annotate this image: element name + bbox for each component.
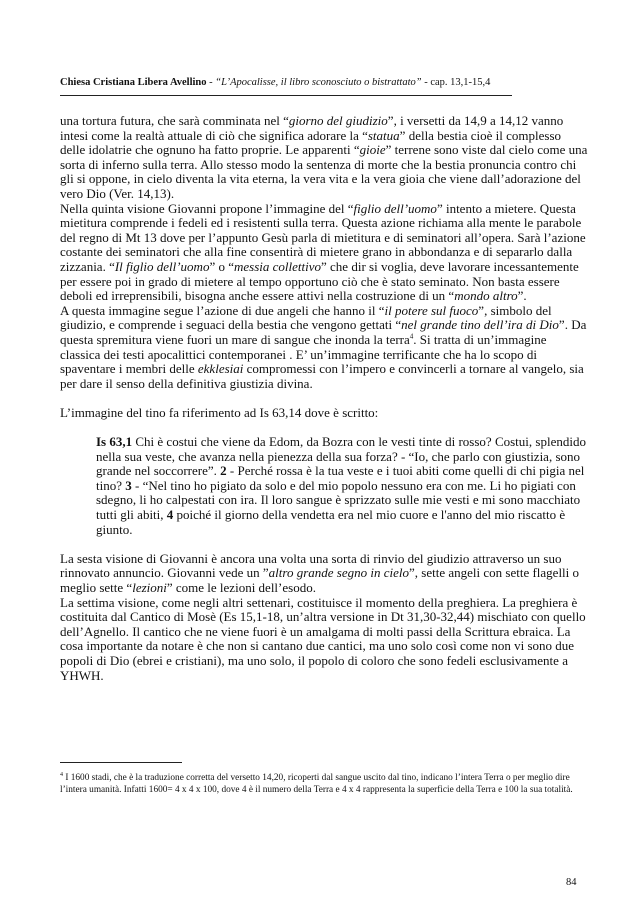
text: Nella quinta visione Giovanni propone l’immagine del “ (60, 200, 354, 216)
text: ” intento a mietere. Questa mietitura comprende i fedeli ed i resistenti sulla terra. Questa azione richiama alla mente le parabole del regno di Mt 13 dove per l’appunto Gesù parla di mietitura e di seminatori all’opera. Sarà l’azione costante dei seminatori che alla fine consentirà di mietere grano in abbondanza e di separarlo dalla zizzania. “ (60, 200, 586, 274)
text: A questa immagine segue l’azione di due angeli che hanno il “ (60, 302, 385, 318)
footnote (60, 772, 588, 797)
text: - Perché rossa è la tua veste e i tuoi abiti come quelli di chi pigia nel tino? (96, 463, 585, 493)
text: ” della bestia cioè il complesso delle idolatrie che ognuno ha fatto proprie. Le apparenti “ (60, 127, 562, 158)
header-rule (60, 95, 512, 96)
paragraph-2 (60, 202, 588, 304)
text: poiché il giorno della vendetta era nel mio cuore e l'anno del mio riscatto è giunto. (96, 507, 566, 537)
text: ” o “ (209, 258, 234, 274)
text: ” terrene sono viste dal cielo come una sorta di inferno sulla terra. Allo stesso modo la sentenza di morte che la bestia pronuncia contro chi gli si oppone, in cielo diventa la vita eterna, la vera vita e la vera gioia che viene dall’adorazione del vero Dio (Ver. 14,13). (60, 142, 588, 201)
verse-ref: 3 (125, 477, 132, 493)
emphasis: ekklesiai (197, 361, 244, 377)
footnote-number: 4 (60, 771, 63, 778)
text: ”, i versetti da 14,9 a 14,12 vanno intesi come la realtà attuale di ciò che significa adorare la “ (60, 113, 564, 143)
header-chapter: - cap. 13,1-15,4 (421, 77, 491, 88)
emphasis: il potere sul fuoco (384, 302, 479, 318)
text: ”. Da questa spremitura viene fuori un mare di sangue che inonda la terra (60, 317, 587, 347)
emphasis: altro grande segno in cielo (268, 565, 410, 581)
emphasis: Il figlio dell’uomo (114, 258, 210, 274)
text: La sesta visione di Giovanni è ancora una volta una sorta di rinvio del giudizio attraverso un suo rinnovato annuncio. Giovanni vede un ” (60, 550, 562, 581)
text: ” che dir si voglia, deve lavorare incessantemente per essere poi in grado di mietere al tempo opportuno ciò che è stato seminato. Non basta essere deboli ed irreprensibili, bisogna anche essere attivi nella costruzione di un “ (60, 258, 579, 304)
emphasis: lezioni (132, 580, 167, 595)
footnote-ref[interactable]: 4 (409, 332, 414, 341)
text: ”, sette angeli con sette flagelli o meglio sette “ (60, 565, 580, 595)
paragraph-6: La settima visione, come negli altri settenari, costituisce il momento della preghiera. La preghiera è costituita dal Cantico di Mosè (Es 15,1-18, un’altra versione in Dt 31,30-32,44) mischiato con quello dell’Agnello. Il cantico che ne viene fuori è un amalgama di molti passi della Scrittura ebraica. La cosa importante da notare è che non si cantano due cantici, ma uno solo così come non vi sono due popoli di Dio (ebrei e cristiani), ma uno solo, il popolo di coloro che sono fedeli esclusivamente a YHWH. (60, 594, 586, 683)
header-title: “L’Apocalisse, il libro sconosciuto o bistrattato” (215, 77, 422, 88)
paragraph-4: L’immagine del tino fa riferimento ad Is 63,14 dove è scritto: (60, 404, 379, 420)
verse-ref: Is 63,1 (96, 434, 133, 450)
scripture-quote (96, 435, 588, 537)
paragraph-3 (60, 304, 588, 392)
paragraph-gap (60, 420, 588, 435)
text: una tortura futura, che sarà comminata nel “ (60, 113, 289, 128)
emphasis: messia collettivo (234, 258, 322, 274)
text: ”. (517, 288, 527, 304)
footnote-text: I 1600 stadi, che è la traduzione corretta del versetto 14,20, ricoperti dal sangue uscito dal tino, indicano l’intera Terra o per meglio dire l’intera umanità. Infatti 1600= 4 x 4 x 100, dove 4 è il numero della Terra e 4 x 4 rappresenta la superficie della Terra e 100 la sua totalità. (60, 773, 573, 796)
verse-ref: 2 (220, 463, 227, 479)
verse-ref: 4 (166, 507, 174, 523)
main-text (60, 114, 588, 683)
header-org: Chiesa Cristiana Libera Avellino (60, 77, 207, 88)
emphasis: figlio dell’uomo (353, 200, 437, 216)
paragraph-5 (60, 552, 588, 596)
footnote-separator (60, 762, 182, 763)
text: Chi è costui che viene da Edom, da Bozra con le vesti tinte di rosso? Costui, splendido nella sua veste, che avanza nella pienezza della sua forza? - “Io, che parlo con giustizia, sono grande nel soccorrere”. (96, 434, 586, 479)
paragraph-gap (60, 391, 588, 406)
paragraph-1 (60, 114, 588, 202)
page-header (60, 76, 580, 89)
emphasis: mondo altro (454, 288, 518, 304)
emphasis: nel grande tino dell’ira di Dio (401, 317, 559, 333)
text: ” come le lezioni dell’esodo. (166, 580, 316, 595)
emphasis: giorno del giudizio (288, 113, 388, 128)
emphasis: gioie (359, 142, 386, 158)
text: . Si tratta di un’immagine classica dei testi apocalittici contemporanei . E’ un’immagine terrificante che ha lo scopo di spaventare i membri delle (60, 331, 547, 377)
page-number: 84 (566, 877, 577, 888)
paragraph-gap (60, 537, 588, 552)
text: ”, simbolo del giudizio, e comprende i seguaci della bestia che vengono gettati “ (60, 302, 552, 333)
emphasis: statua (367, 127, 400, 143)
text: compromessi con l’impero e convincerli a tornare al vangelo, sia per dare il senso della definitiva giustizia divina. (60, 361, 584, 391)
header-separator: - (206, 77, 216, 88)
text: - “Nel tino ho pigiato da solo e del mio popolo nessuno era con me. Li ho pigiati con sdegno, li ho calpestati con ira. Il loro sangue è sprizzato sulle mie vesti e mi sono macchiato tutti gli abiti, (96, 477, 581, 523)
